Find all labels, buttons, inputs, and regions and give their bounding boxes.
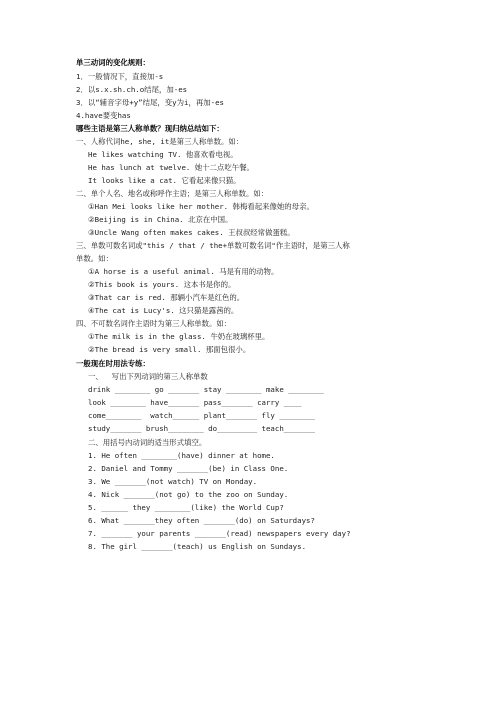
- heading-4: 四、不可数名词作主语时为第三人称单数。如：: [76, 319, 232, 328]
- exercise-item-1: 1. He often ________(have) dinner at home.: [88, 451, 275, 460]
- heading-1: 一、人称代词he, she, it是第三人称单数。如：: [76, 137, 244, 146]
- example-3-3: ③That car is red. 那辆小汽车是红色的。: [88, 293, 245, 302]
- section-title: 单三动词的变化规则：: [76, 58, 150, 67]
- verb-row-3: come________ watch______ plant_______ fly ________: [88, 411, 315, 420]
- example-2-3: ③Uncle Wang often makes cakes. 王叔叔经常做蛋糕。: [88, 228, 295, 237]
- heading-2: 二、单个人名、地名或称呼作主语；是第三人称单数。如：: [76, 189, 269, 198]
- example-3-2: ②This book is yours. 这本书是你的。: [88, 280, 236, 289]
- exercise-item-7: 7. _______ your parents _______(read) newspapers every day?: [88, 529, 351, 538]
- practice-title: 一般现在时用法专练：: [76, 359, 150, 368]
- verb-row-4: study_______ brush________ do_________ teach_______: [88, 424, 315, 433]
- heading-3-line-2: 单数。如：: [76, 254, 113, 263]
- exercise-item-2: 2. Daniel and Tommy _______(be) in Class One.: [88, 464, 289, 473]
- exercise-item-6: 6. What _______they often _______(do) on Saturdays?: [88, 516, 315, 525]
- exercise-item-4: 4. Nick _______(not go) to the zoo on Sunday.: [88, 490, 289, 499]
- rule-4: 4.have要变has: [76, 111, 131, 120]
- exercise-1-heading: 一、 写出下列动词的第三人称单数: [88, 372, 208, 381]
- example-3-4: ④The cat is Lucy's. 这只猫是露茜的。: [88, 306, 239, 315]
- exercise-item-3: 3. We _______(not watch) TV on Monday.: [88, 477, 258, 486]
- verb-row-2: look ________ have_______ pass_______ carry ____: [88, 398, 302, 407]
- rule-2: 2．以s.x.sh.ch.o结尾，加-es: [76, 85, 188, 94]
- exercise-item-8: 8. The girl _______(teach) us English on Sundays.: [88, 542, 307, 551]
- exercise-item-5: 5. ______ they ________(like) the World Cup?: [88, 503, 284, 512]
- heading-3-line-1: 三、单数可数名词或"this / that / the+单数可数名词"作主语时，是第三人称: [76, 241, 350, 250]
- rule-1: 1．一般情况下，直接加-s: [76, 72, 164, 81]
- verb-row-1: drink ________ go _______ stay ________ make ________: [88, 385, 324, 394]
- example-4-1: ①The milk is in the glass. 牛奶在玻璃杯里。: [88, 332, 270, 341]
- example-2-1: ①Han Mei looks like her mother. 韩梅看起来像她的母亲。: [88, 202, 314, 211]
- exercise-2-heading: 二、用括号内动词的适当形式填空。: [88, 438, 207, 447]
- example-1-2: He has lunch at twelve. 她十二点吃午餐。: [88, 163, 254, 172]
- example-1-1: He likes watching TV. 他喜欢看电视。: [88, 150, 238, 159]
- example-2-2: ②Beijing is in China. 北京在中国。: [88, 215, 233, 224]
- question-heading: 哪些主语是第三人称单数？现归纳总结如下：: [76, 124, 224, 133]
- example-1-3: It looks like a cat. 它看起来像只猫。: [88, 176, 241, 185]
- example-4-2: ②The bread is very small. 那面包很小。: [88, 345, 251, 354]
- example-3-1: ①A horse is a useful animal. 马是有用的动物。: [88, 267, 279, 276]
- rule-3: 3．以“辅音字母+y”结尾，变y为i，再加-es: [76, 98, 224, 107]
